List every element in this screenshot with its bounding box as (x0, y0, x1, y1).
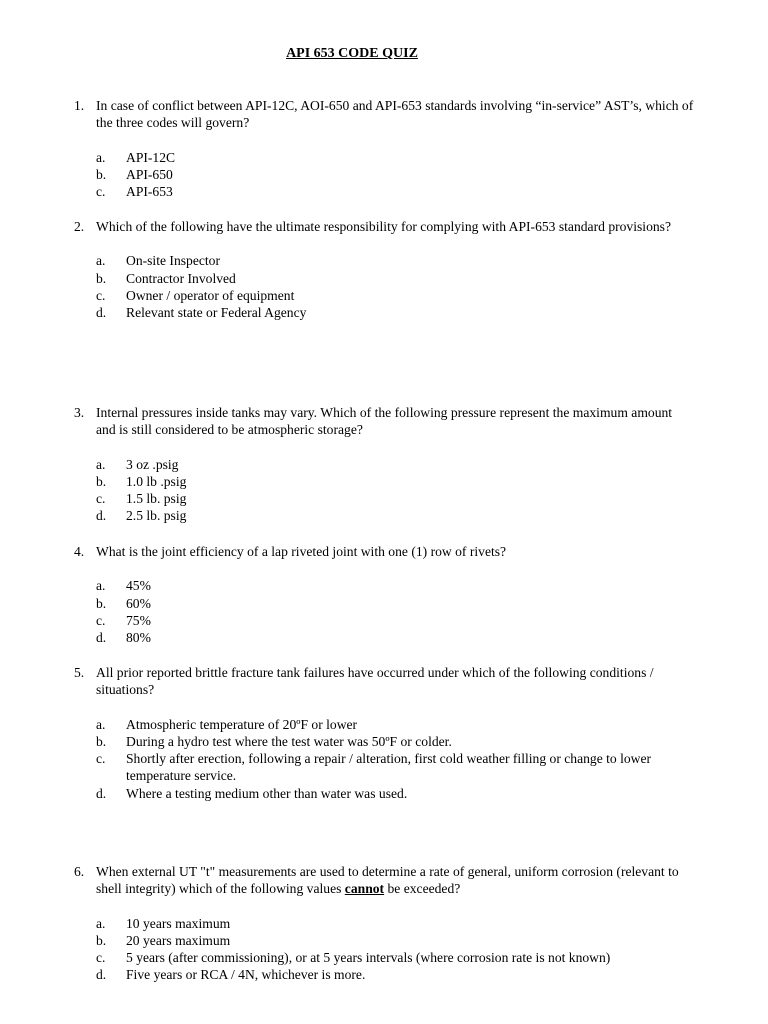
question-text: What is the joint efficiency of a lap riveted joint with one (1) row of rivets? (96, 544, 507, 559)
option-d (74, 785, 694, 802)
option-c (74, 750, 694, 785)
option-b (74, 733, 694, 750)
option-letter: b. (96, 473, 107, 489)
option-letter: a. (96, 149, 106, 165)
question-text: In case of conflict between API-12C, AOI-650 and API-653 standards involving “in-service” AST’s, which of the three codes will govern? (96, 98, 694, 131)
page-title: API 653 CODE QUIZ (286, 46, 418, 61)
option-b (74, 473, 694, 490)
question-text (96, 863, 694, 898)
option-text: API-653 (126, 184, 173, 200)
option-text: Atmospheric temperature of 20ºF or lower (126, 716, 358, 732)
option-b (74, 270, 694, 287)
option-text: API-12C (126, 149, 176, 165)
question-4 (74, 543, 694, 646)
question-6 (74, 863, 694, 984)
option-letter: b. (96, 166, 107, 182)
option-letter: d. (96, 967, 107, 983)
options-list (74, 456, 694, 525)
option-text: 10 years maximum (126, 915, 231, 931)
option-text: Contractor Involved (126, 270, 236, 286)
option-a (74, 577, 694, 594)
option-text: 80% (126, 630, 151, 646)
option-letter: c. (96, 751, 106, 767)
option-a (74, 716, 694, 733)
options-list (74, 149, 694, 201)
option-text: 1.5 lb. psig (126, 491, 187, 507)
option-text: 60% (126, 595, 151, 611)
option-text: 1.0 lb .psig (126, 473, 187, 489)
option-letter: a. (96, 915, 106, 931)
option-b (74, 595, 694, 612)
option-letter: a. (96, 253, 106, 269)
option-text: 5 years (after commissioning), or at 5 years intervals (where corrosion rate is not known) (126, 950, 611, 966)
option-c (74, 949, 694, 966)
option-text: Five years or RCA / 4N, whichever is more. (126, 967, 366, 983)
option-letter: b. (96, 733, 107, 749)
question-text-part: When external UT "t" measurements are used to determine a rate of general, uniform corrosion (relevant to shell integrity) which of the following values (96, 864, 679, 897)
option-text: 2.5 lb. psig (126, 508, 187, 524)
option-a (74, 252, 694, 269)
option-b (74, 166, 694, 183)
option-text: Shortly after erection, following a repair / alteration, first cold weather filling or change to lower temperature service. (126, 751, 652, 784)
option-letter: d. (96, 785, 107, 801)
question-number: 2. (74, 219, 85, 234)
option-letter: a. (96, 456, 106, 472)
option-letter: b. (96, 932, 107, 948)
option-letter: c. (96, 491, 106, 507)
option-text: On-site Inspector (126, 253, 220, 269)
question-text: All prior reported brittle fracture tank failures have occurred under which of the following conditions / situations? (96, 665, 654, 698)
options-list (74, 716, 694, 802)
question-3 (74, 404, 694, 525)
options-list (74, 252, 694, 321)
option-c (74, 490, 694, 507)
option-c (74, 183, 694, 200)
option-c (74, 287, 694, 304)
option-d (74, 629, 694, 646)
option-d (74, 966, 694, 983)
option-letter: c. (96, 950, 106, 966)
option-letter: b. (96, 270, 107, 286)
option-letter: b. (96, 595, 107, 611)
question-2 (74, 218, 694, 321)
option-text: 3 oz .psig (126, 456, 179, 472)
question-emphasis: cannot (344, 881, 385, 897)
option-text: Relevant state or Federal Agency (126, 305, 307, 321)
option-letter: d. (96, 630, 107, 646)
question-text-part: be exceeded? (384, 881, 461, 897)
option-d (74, 507, 694, 524)
option-text: 45% (126, 578, 151, 594)
question-number: 1. (74, 98, 85, 113)
option-text: Owner / operator of equipment (126, 287, 295, 303)
option-letter: d. (96, 305, 107, 321)
option-b (74, 932, 694, 949)
question-1 (74, 97, 694, 200)
option-a (74, 149, 694, 166)
option-letter: d. (96, 508, 107, 524)
option-text: 75% (126, 612, 151, 628)
question-number: 5. (74, 665, 85, 680)
option-text: Where a testing medium other than water was used. (126, 785, 408, 801)
option-a (74, 915, 694, 932)
option-text: 20 years maximum (126, 932, 231, 948)
question-number: 3. (74, 405, 85, 420)
question-text: Internal pressures inside tanks may vary. Which of the following pressure represent the maximum amount and is still considered to be atmospheric storage? (96, 405, 673, 438)
question-text: Which of the following have the ultimate responsibility for complying with API-653 standard provisions? (96, 219, 671, 234)
question-5 (74, 664, 694, 802)
option-text: During a hydro test where the test water was 50ºF or colder. (126, 733, 452, 749)
option-letter: a. (96, 716, 106, 732)
option-letter: c. (96, 612, 106, 628)
option-a (74, 456, 694, 473)
question-number: 6. (74, 864, 85, 879)
options-list (74, 577, 694, 646)
option-letter: c. (96, 184, 106, 200)
option-c (74, 612, 694, 629)
question-number: 4. (74, 544, 85, 559)
option-letter: a. (96, 578, 106, 594)
options-list (74, 915, 694, 984)
option-text: API-650 (126, 166, 173, 182)
option-letter: c. (96, 287, 106, 303)
option-d (74, 304, 694, 321)
